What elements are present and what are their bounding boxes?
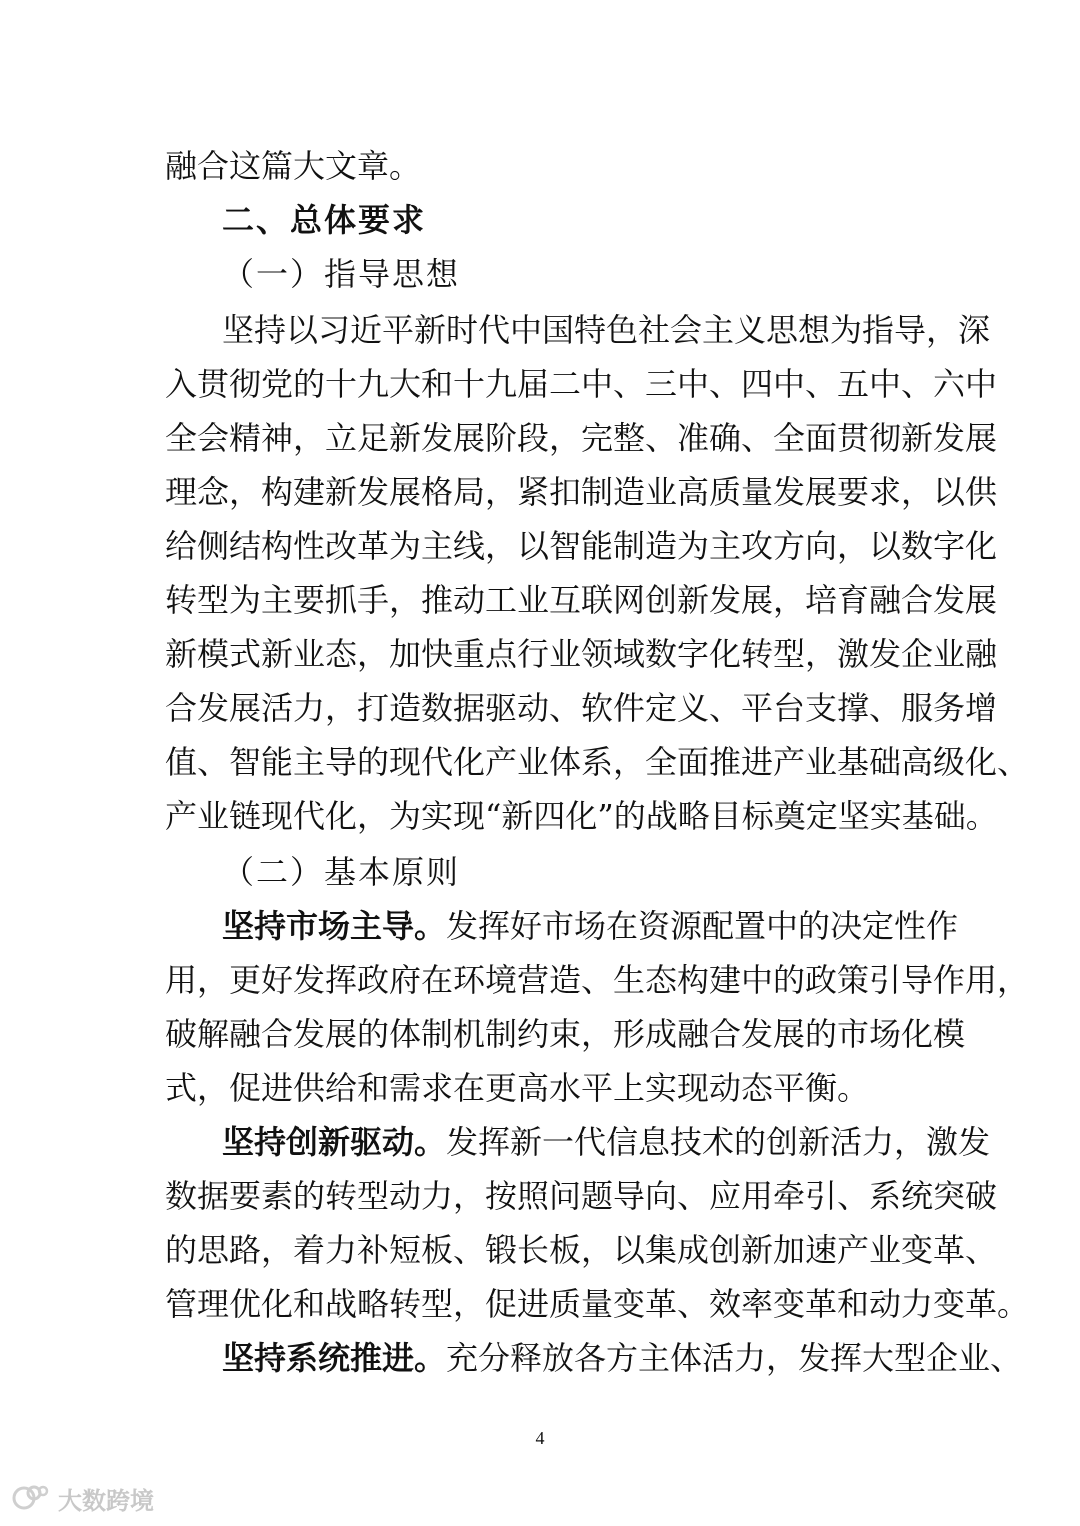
section-heading: 二、总体要求	[222, 201, 427, 239]
paragraph-line: 全会精神，立足新发展阶段，完整、准确、全面贯彻新发展	[165, 419, 998, 457]
paragraph-line: 管理优化和战略转型，促进质量变革、效率变革和动力变革。	[165, 1285, 1030, 1323]
paragraph-line: 产业链现代化，为实现“新四化”的战略目标奠定坚实基础。	[165, 797, 998, 835]
paragraph-line: 转型为主要抓手，推动工业互联网创新发展，培育融合发展	[165, 581, 998, 619]
paragraph-line: 用，更好发挥政府在环境营造、生态构建中的政策引导作用，	[165, 961, 1030, 999]
principle-text: 发挥新一代信息技术的创新活力，激发	[446, 1123, 991, 1161]
logo-icon	[12, 1481, 52, 1515]
paragraph-line: 破解融合发展的体制机制约束，形成融合发展的市场化模	[165, 1015, 966, 1053]
principle-text: 充分释放各方主体活力，发挥大型企业、	[446, 1339, 1023, 1377]
paragraph-line: 给侧结构性改革为主线，以智能制造为主攻方向，以数字化	[165, 527, 998, 565]
paragraph-line: 合发展活力，打造数据驱动、软件定义、平台支撑、服务增	[165, 689, 998, 727]
principle-title: 坚持市场主导。	[222, 907, 447, 945]
principle-title: 坚持创新驱动。	[222, 1123, 447, 1161]
paragraph-line: 式，促进供给和需求在更高水平上实现动态平衡。	[165, 1069, 870, 1107]
paragraph-line: 入贯彻党的十九大和十九届二中、三中、四中、五中、六中	[165, 365, 998, 403]
paragraph-line: 理念，构建新发展格局，紧扣制造业高质量发展要求，以供	[165, 473, 998, 511]
principle-text: 发挥好市场在资源配置中的决定性作	[446, 907, 959, 945]
paragraph-line: 数据要素的转型动力，按照问题导向、应用牵引、系统突破	[165, 1177, 998, 1215]
paragraph-line	[222, 1338, 1023, 1378]
paragraph-line: 新模式新业态，加快重点行业领域数字化转型，激发企业融	[165, 635, 998, 673]
page-number: 4	[535, 1428, 545, 1448]
watermark-text: 大数跨境	[58, 1486, 154, 1515]
paragraph-line: 的思路，着力补短板、锻长板，以集成创新加速产业变革、	[165, 1231, 998, 1269]
paragraph-line: 值、智能主导的现代化产业体系，全面推进产业基础高级化、	[165, 743, 1030, 781]
paragraph-line	[222, 906, 959, 946]
principle-title: 坚持系统推进。	[222, 1339, 447, 1377]
paragraph-line: 融合这篇大文章。	[165, 147, 422, 185]
paragraph-line: 坚持以习近平新时代中国特色社会主义思想为指导，深	[222, 311, 991, 349]
subsection-heading: （一）指导思想	[222, 255, 461, 293]
subsection-heading: （二）基本原则	[222, 853, 461, 891]
watermark	[12, 1480, 154, 1516]
paragraph-line	[222, 1122, 991, 1162]
